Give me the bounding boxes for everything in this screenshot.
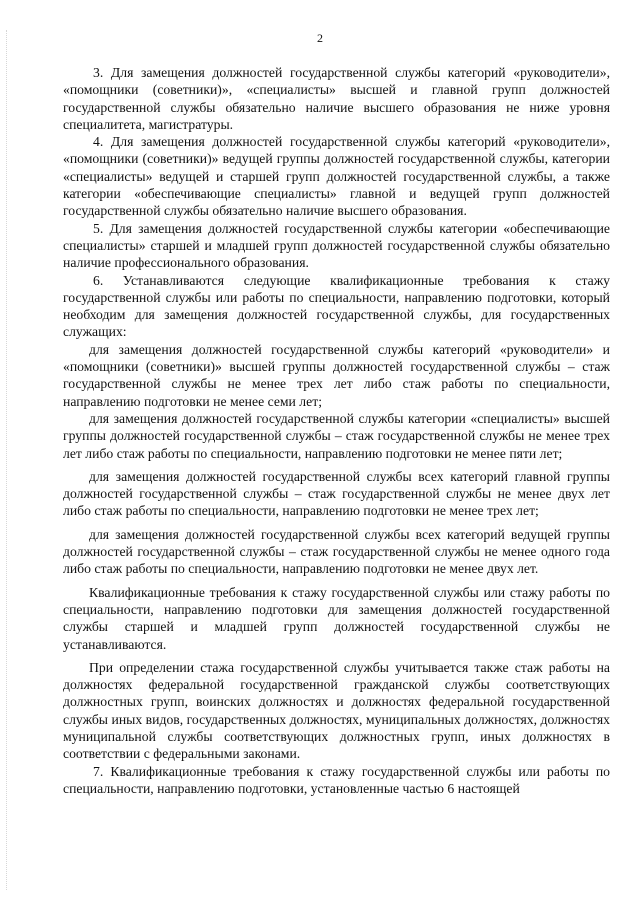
scan-edge-marks	[6, 30, 8, 890]
paragraph-7: 7. Квалификационные требования к стажу государственной службы или работы по специальности, направлению подготовки, установленные частью 6 настоящей	[63, 763, 610, 796]
document-body	[63, 64, 610, 797]
paragraph-6-item-2: для замещения должностей государственной службы категории «специалисты» высшей группы должностей государственной службы – стаж государственной службы не менее трех лет либо стаж работы по специальности, направлению подготовки не менее пяти лет;	[63, 410, 610, 461]
paragraph-6-item-1: для замещения должностей государственной службы категорий «руководители» и «помощники (советники)» высшей группы должностей государственной службы – стаж государственной службы не менее трех лет либо стаж работы по специальности, направлению подготовки не менее семи лет;	[63, 341, 610, 409]
paragraph-6-item-4: для замещения должностей государственной службы всех категорий ведущей группы должностей государственной службы – стаж государственной службы не менее одного года либо стаж работы по специальности, направлению подготовки не менее двух лет.	[63, 526, 610, 577]
paragraph-6-experience-note: При определении стажа государственной службы учитывается также стаж работы на должностях федеральной государственной гражданской службы соответствующих должностных групп, воинских должностях и должностях федеральной государственной службы иных видов, государственных должностях, муниципальных должностях, должностях муниципальной службы соответствующих должностных групп, иных должностях в соответствии с федеральными законами.	[63, 659, 610, 762]
paragraph-3: 3. Для замещения должностей государственной службы категорий «руководители», «помощники (советники)», «специалисты» высшей и главной групп должностей государственной службы обязательно наличие высшего образования не ниже уровня специалитета, магистратуры.	[63, 65, 610, 132]
paragraph-4: 4. Для замещения должностей государственной службы категорий «руководители», «помощники (советники)» ведущей группы должностей государственной службы, категории «специалисты» ведущей и старшей групп должностей государственной службы, а также категории «обеспечивающие специалисты» главной и ведущей групп должностей государственной службы обязательно наличие высшего образования.	[63, 134, 610, 219]
paragraph-5: 5. Для замещения должностей государственной службы категории «обеспечивающие специалисты» старшей и младшей групп должностей государственной службы обязательно наличие профессионального образования.	[63, 220, 610, 271]
paragraph-6-item-3: для замещения должностей государственной службы всех категорий главной группы должностей государственной службы – стаж государственной службы не менее двух лет либо стаж работы по специальности, направлению подготовки не менее трех лет;	[63, 468, 610, 519]
paragraph-6-qualification-note: Квалификационные требования к стажу государственной службы или стажу работы по специальности, направлению подготовки для замещения должностей государственной службы старшей и младшей групп должностей государственной службы не устанавливаются.	[63, 584, 610, 652]
page-number: 2	[317, 31, 323, 45]
paragraph-6: 6. Устанавливаются следующие квалификационные требования к стажу государственной службы или работы по специальности, направлению подготовки, который необходим для замещения должностей государственной службы, для государственных служащих:	[63, 272, 610, 340]
